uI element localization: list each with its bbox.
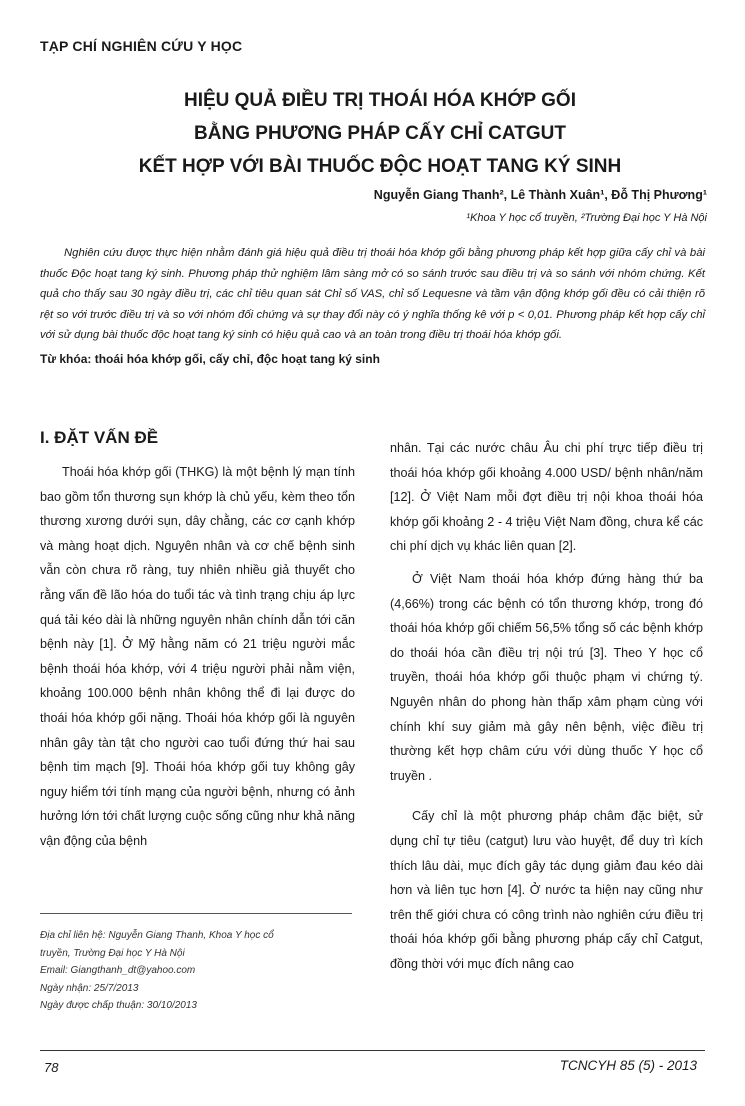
footnote-line: Email: Giangthanh_dt@yahoo.com <box>40 965 196 976</box>
body-paragraph: Ở Việt Nam thoái hóa khớp đứng hàng thứ ba (4,66%) trong các bệnh có tổn thương khớp, trong đó thoái hóa khớp gối chiếm 56,5% tổng số các bệnh khớp do thoái hóa cần điều trị nội trú [3]. Theo Y học cổ truyền, thoái hóa khớp gối thuộc phạm vi chứng tý. Nguyên nhân do phong hàn thấp xâm phạm cùng với chính khí suy giảm mà gây nên bệnh, việc điều trị thường kết hợp châm cứu với dùng thuốc Y học cổ truyền . <box>390 571 703 783</box>
footnote-divider <box>40 913 352 914</box>
title-line: HIỆU QUẢ ĐIỀU TRỊ THOÁI HÓA KHỚP GỐI <box>183 90 576 111</box>
title-line: KẾT HỢP VỚI BÀI THUỐC ĐỘC HOẠT TANG KÝ SINH <box>138 156 622 177</box>
body-paragraph: Thoái hóa khớp gối (THKG) là một bệnh lý mạn tính bao gồm tổn thương sụn khớp là chủ yếu, kèm theo tổn thương xương dưới sụn, dây chằng, các cơ cạnh khớp và màng hoạt dịch. Nguyên nhân và cơ chế bệnh sinh vẫn còn chưa rõ ràng, tuy nhiên nhiều giả thuyết cho rằng vấn đề lão hóa do tuổi tác và tình trạng chịu áp lực quá tải kéo dài là những nguyên nhân chính dẫn tới căn bệnh này [1]. Ở Mỹ hằng năm có 21 triệu người mắc bệnh thoái hóa khớp, với 4 triệu người phải nằm viện, khoảng 100.000 bệnh nhân không thể đi lại được do thoái hóa khớp gối nặng. Thoái hóa khớp gối là nguyên nhân gây tàn tật cho người cao tuổi đứng thứ hai sau bệnh tim mạch [9]. Thoái hóa khớp gối tuy không gây nguy hiểm tới tính mạng của người bệnh, nhưng có ảnh hưởng lớn tới chất lượng cuộc sống cũng như khả năng vận động của bệnh <box>40 465 355 848</box>
right-column <box>390 436 703 976</box>
footnote-line: Địa chỉ liên hệ: Nguyễn Giang Thanh, Khoa Y học cổ <box>40 930 274 941</box>
keywords: Từ khóa: thoái hóa khớp gối, cấy chỉ, độc hoạt tang ký sinh <box>40 352 380 366</box>
affiliations: ¹Khoa Y học cổ truyền, ²Trường Đại học Y Hà Nội <box>466 212 707 224</box>
title-line: BẰNG PHƯƠNG PHÁP CẤY CHỈ CATGUT <box>194 123 566 144</box>
authors: Nguyễn Giang Thanh², Lê Thành Xuân¹, Đỗ Thị Phương¹ <box>373 188 707 202</box>
journal-issue: TCNCYH 85 (5) - 2013 <box>559 1058 697 1073</box>
article-title <box>60 84 700 183</box>
page-number: 78 <box>44 1060 59 1075</box>
journal-name: TẠP CHÍ NGHIÊN CỨU Y HỌC <box>40 38 243 54</box>
body-paragraph: Cấy chỉ là một phương pháp châm đặc biệt, sử dụng chỉ tự tiêu (catgut) lưu vào huyệt, để duy trì kích thích lâu dài, mục đích gây tác dụng giảm đau kéo dài hơn và liên tục hơn [4]. Ở nước ta hiện nay cũng như trên thế giới chưa có công trình nào nghiên cứu điều trị thoái hóa khớp gối bằng phương pháp cấy chỉ Catgut, đồng thời với mục đích nâng cao <box>390 809 703 971</box>
section-heading: I. ĐẶT VẤN ĐỀ <box>40 428 159 447</box>
footnote-line: Ngày được chấp thuận: 30/10/2013 <box>40 1000 197 1011</box>
footnote-line: truyền, Trường Đại học Y Hà Nội <box>40 947 185 959</box>
abstract: Nghiên cứu được thực hiện nhằm đánh giá hiệu quả điều trị thoái hóa khớp gối bằng phương pháp kết hợp giữa cấy chỉ và bài thuốc Độc hoạt tang ký sinh. Phương pháp thử nghiệm lâm sàng mở có so sánh trước sau điều trị và so sánh với nhóm chứng. Kết quả cho thấy sau 30 ngày điều trị, các chỉ tiêu quan sát Chỉ số VAS, chỉ số Lequesne và tầm vận động khớp gối đều có cải thiện rõ rệt so với trước điều trị và so với nhóm đối chứng và sự thay đổi này có ý nghĩa thống kê với p < 0,01. Phương pháp kết hợp cấy chỉ với sử dụng bài thuốc độc hoạt tang ký sinh có hiệu quả cao và an toàn trong điều trị thoái hóa khớp gối. <box>40 247 705 341</box>
footer-divider <box>40 1050 705 1051</box>
footnote-line: Ngày nhận: 25/7/2013 <box>40 982 139 994</box>
left-column <box>40 460 355 854</box>
body-paragraph: nhân. Tại các nước châu Âu chi phí trực tiếp điều trị thoái hóa khớp gối khoảng 4.000 USD/ bệnh nhân/năm [12]. Ở Việt Nam mỗi đợt điều trị nội khoa thoái hóa khớp gối khoảng 2 - 4 triệu Việt Nam đồng, chưa kể các chi phí dịch vụ khác liên quan [2]. <box>390 441 703 554</box>
footnotes <box>40 927 360 1015</box>
